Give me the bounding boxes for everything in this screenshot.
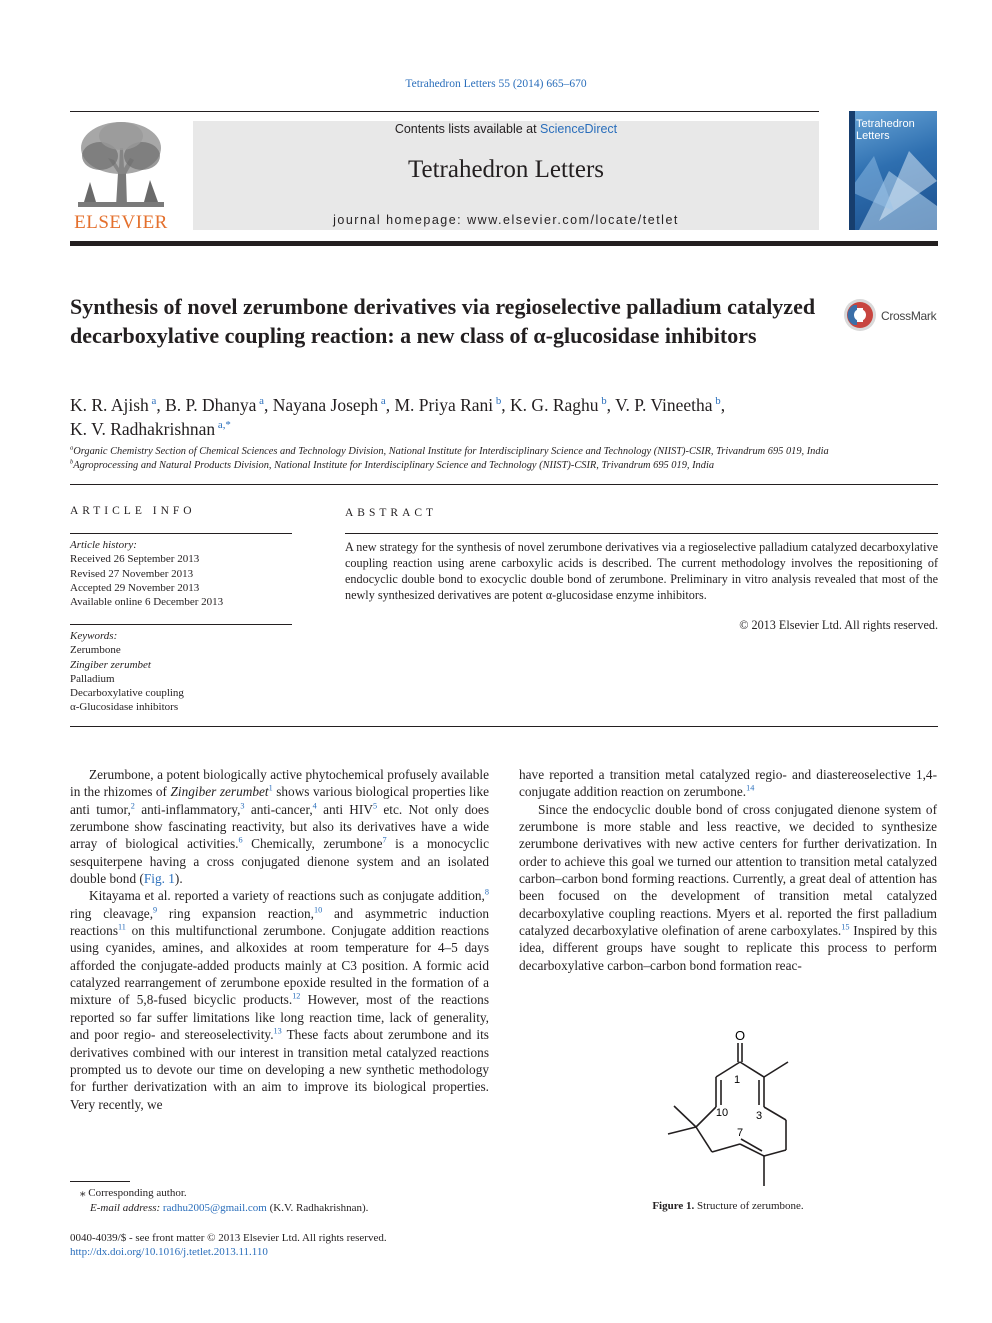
author-affiliation-mark[interactable]: a [148, 395, 157, 408]
position-label: 1 [733, 1074, 741, 1086]
reference-citation[interactable]: 10 [313, 905, 323, 915]
article-info-heading: ARTICLE INFO [70, 505, 196, 517]
cover-title-line-1: Tetrahedron [856, 118, 915, 130]
author-name[interactable]: M. Priya Rani [394, 395, 494, 415]
keyword-item: Palladium [70, 672, 115, 685]
body-paragraph [70, 766, 489, 887]
issn-line: 0040-4039/$ - see front matter © 2013 Elsevier Ltd. All rights reserved. [70, 1232, 387, 1244]
history-item: Accepted 29 November 2013 [70, 581, 200, 594]
keywords-label: Keywords: [70, 630, 118, 642]
journal-title: Tetrahedron Letters [407, 156, 605, 183]
affiliation-mark: b [70, 458, 74, 466]
text-run: Kitayama et al. reported a variety of reactions such as conjugate addition, [89, 888, 485, 904]
journal-citation[interactable]: Tetrahedron Letters 55 (2014) 665–670 [405, 78, 587, 90]
reference-citation[interactable]: 13 [273, 1026, 282, 1036]
reference-citation[interactable]: 9 [153, 905, 158, 915]
elsevier-wordmark: ELSEVIER [74, 212, 168, 233]
history-list [70, 552, 292, 609]
abstract-copyright: © 2013 Elsevier Ltd. All rights reserved. [739, 618, 938, 632]
corresponding-label: Corresponding author. [88, 1187, 187, 1199]
author-affiliation-mark[interactable]: b [493, 395, 502, 408]
position-label: 7 [736, 1127, 744, 1139]
text-run: anti-cancer, [244, 801, 313, 817]
figure-label: Figure 1. [652, 1200, 695, 1212]
author-name[interactable]: Nayana Joseph [272, 395, 379, 415]
article-history [70, 538, 292, 609]
author-name[interactable]: K. G. Raghu [510, 395, 599, 415]
oxygen-atom-label: O [734, 1028, 746, 1043]
text-run: anti HIV [316, 801, 373, 817]
position-label: 3 [755, 1110, 763, 1122]
reference-citation[interactable]: 12 [292, 992, 301, 1002]
author-name[interactable]: B. P. Dhanya [165, 395, 257, 415]
affiliation-mark: a [70, 444, 74, 452]
history-label: Article history: [70, 539, 137, 551]
text-run: shows various biological properties like anti tumor, [70, 784, 489, 817]
sciencedirect-link[interactable]: ScienceDirect [540, 122, 618, 136]
cover-title-line-2: Letters [856, 130, 890, 142]
reference-citation[interactable]: 4 [312, 801, 317, 811]
text-run: etc. Not only does zerumbone show fascinating reactivity, but also its derivatives have a wide array of biological activities. [70, 801, 490, 852]
author-affiliation-mark[interactable]: a [378, 395, 386, 408]
reference-citation[interactable]: 5 [372, 801, 378, 811]
keyword-item: Zerumbone [70, 644, 121, 657]
keyword-item: Zingiber zerumbet [70, 658, 151, 671]
author-name[interactable]: V. P. Vineetha [615, 395, 713, 415]
author-name[interactable]: K. V. Radhakrishnan [70, 419, 216, 439]
contents-prefix: Contents lists available at [394, 122, 541, 136]
reference-citation[interactable]: 8 [484, 887, 489, 897]
body-column-left [70, 766, 489, 1113]
author-affiliation-mark[interactable]: a,* [215, 419, 231, 432]
body-paragraph [519, 766, 937, 801]
zerumbone-structure-diagram [660, 1022, 800, 1192]
text-run: on this multifunctional zerumbone. Conjugate addition reactions using cyanides, amines, and alkoxides at room temperature for 4–5 days afforded the conjugate-added products mainly at C3 position. A formic acid catalyzed rearrangement of zerumbone epoxide resulted in the formation of a mixture of 5,8-fused bicyclic products. [70, 923, 489, 1008]
keyword-list [70, 643, 292, 714]
affiliation-rule [70, 484, 938, 485]
journal-homepage [193, 213, 819, 227]
text-run: Zerumbone, a potent biologically active phytochemical profusely available in the rhizomes of [70, 767, 489, 800]
text-run: These facts about zerumbone and its derivatives combined with our interest in transition metal catalyzed reactions prompted us to devote our time on developing a new synthetic methodology for further derivatization with an aim to improve its biological properties. Very recently, we [70, 1027, 489, 1112]
reference-citation[interactable]: 6 [238, 835, 243, 845]
abstract-text: A new strategy for the synthesis of novel zerumbone derivatives via a regioselective palladium catalyzed decarboxylative coupling reaction using arene carboxylic acids is described. The current methodology involves the repositioning of endocyclic double bond to exocyclic double bond of zerumbone. Preliminary in vitro analysis revealed that most of the newly synthesized derivatives are potent α-glucosidase enzyme inhibitors. [345, 540, 938, 602]
position-label: 10 [715, 1107, 729, 1119]
species-name: Zingiber zerumbet [170, 784, 269, 800]
reference-citation[interactable]: 15 [841, 922, 850, 932]
author-name[interactable]: K. R. Ajish [70, 395, 149, 415]
figure-caption-text: Structure of zerumbone. [697, 1200, 804, 1212]
text-run: ). [174, 871, 183, 887]
cover-title [856, 118, 915, 142]
reference-citation[interactable]: 14 [746, 783, 755, 793]
body-column-right [519, 766, 937, 974]
body-paragraph [70, 887, 489, 1112]
figure-reference-link[interactable]: Fig. 1 [143, 871, 175, 887]
affiliation-b [70, 460, 950, 471]
reference-citation[interactable]: 3 [240, 801, 245, 811]
keywords-block [70, 629, 292, 715]
abstract-heading: ABSTRACT [345, 507, 438, 519]
text-run: is a monocyclic sesquiterpene having a cross conjugated dienone system and an isolated double bond ( [70, 836, 489, 887]
text-run: However, most of the reactions reported so far suffer limitations like long reaction time, lack of generality, and poor regio- and stereoselectivity. [70, 992, 489, 1043]
author-affiliation-mark[interactable]: b [712, 395, 721, 408]
crossmark-icon[interactable] [843, 298, 877, 332]
corresponding-author-note [80, 1186, 187, 1201]
affiliation-text: Organic Chemistry Section of Chemical Sciences and Technology Division, National Institute for Interdisciplinary Science and Technology (NIIST)-CSIR, Trivandrum 695 019, India [73, 446, 829, 457]
history-item: Received 26 September 2013 [70, 553, 200, 566]
keyword-item: α-Glucosidase inhibitors [70, 701, 179, 714]
reference-citation[interactable]: 1 [268, 783, 273, 793]
author-affiliation-mark[interactable]: a [256, 395, 264, 408]
figure-caption [519, 1200, 937, 1212]
email-label: E-mail address: [90, 1202, 161, 1214]
homepage-url[interactable]: www.elsevier.com/locate/tetlet [467, 213, 679, 227]
text-run: have reported a transition metal catalyzed regio- and diastereoselective 1,4-conjugate addition reaction on zerumbone. [519, 767, 937, 800]
article-title: Synthesis of novel zerumbone derivatives via regioselective palladium catalyzed decarboxylative coupling reaction: a new class of α-glucosidase inhibitors [70, 294, 816, 348]
email-link[interactable]: radhu2005@gmail.com [162, 1202, 267, 1214]
footnote-star: ⁎ [80, 1187, 86, 1199]
header-bottom-rule [70, 241, 938, 246]
affiliation-a [70, 446, 950, 457]
history-item: Revised 27 November 2013 [70, 567, 194, 580]
reference-citation[interactable]: 2 [130, 801, 135, 811]
reference-citation[interactable]: 11 [118, 922, 126, 932]
reference-citation[interactable]: 7 [382, 835, 387, 845]
header-top-rule [70, 111, 819, 112]
body-paragraph [519, 801, 937, 974]
keywords-rule [70, 624, 292, 625]
email-owner: (K.V. Radhakrishnan). [269, 1202, 369, 1214]
email-note [90, 1201, 368, 1216]
text-run: Chemically, zerumbone [242, 836, 383, 852]
text-run: anti-inflammatory, [134, 801, 241, 817]
keyword-item: Decarboxylative coupling [70, 687, 184, 700]
text-run: Since the endocyclic double bond of cross conjugated dienone system of zerumbone is more stable and less reactive, we decided to synthesize zerumbone derivatives with new active centers for further derivatization. In order to achieve this goal we turned our attention to transition metal catalyzed carbon–carbon bond forming reactions. Currently, a great deal of attention has been focused on the development of transition metal catalyzed decarboxylative coupling reactions. Myers et al. reported the first palladium catalyzed decarboxylative olefination of arene carboxylates. [519, 801, 937, 939]
history-item: Available online 6 December 2013 [70, 596, 224, 609]
crossmark-label[interactable]: CrossMark [881, 309, 937, 323]
contents-line [193, 122, 819, 136]
front-matter-rule [70, 726, 938, 727]
author-affiliation-mark[interactable]: b [598, 395, 607, 408]
article-info-rule [70, 533, 292, 534]
text-run: ring cleavage, [70, 905, 154, 921]
text-run: and asymmetric induction reactions [70, 905, 489, 939]
affiliation-text: Agroprocessing and Natural Products Division, National Institute for Interdisciplinary Science and Technology (NIIST)-CSIR, Trivandrum 695 019, India [73, 460, 715, 471]
text-run: ring expansion reaction, [157, 905, 314, 921]
author-list: K. R. Ajish $^a$, B. P. Dhanya $^a$, Nayana Joseph $^a$, M. Priya Rani $^b$, K. G. Raghu $^b$, V. P. Vineetha $^b$, K. V. Radhakrishnan $^{a,*}$ [70, 395, 726, 439]
doi-link[interactable]: http://dx.doi.org/10.1016/j.tetlet.2013.11.110 [70, 1246, 268, 1258]
text-run: Inspired by this idea, different groups have sought to replicate this process to perform decarboxylative carbon–carbon bond formation reac- [519, 923, 937, 973]
homepage-prefix: journal homepage: [333, 213, 468, 227]
abstract-rule [345, 533, 938, 534]
footnote-rule [70, 1181, 130, 1182]
